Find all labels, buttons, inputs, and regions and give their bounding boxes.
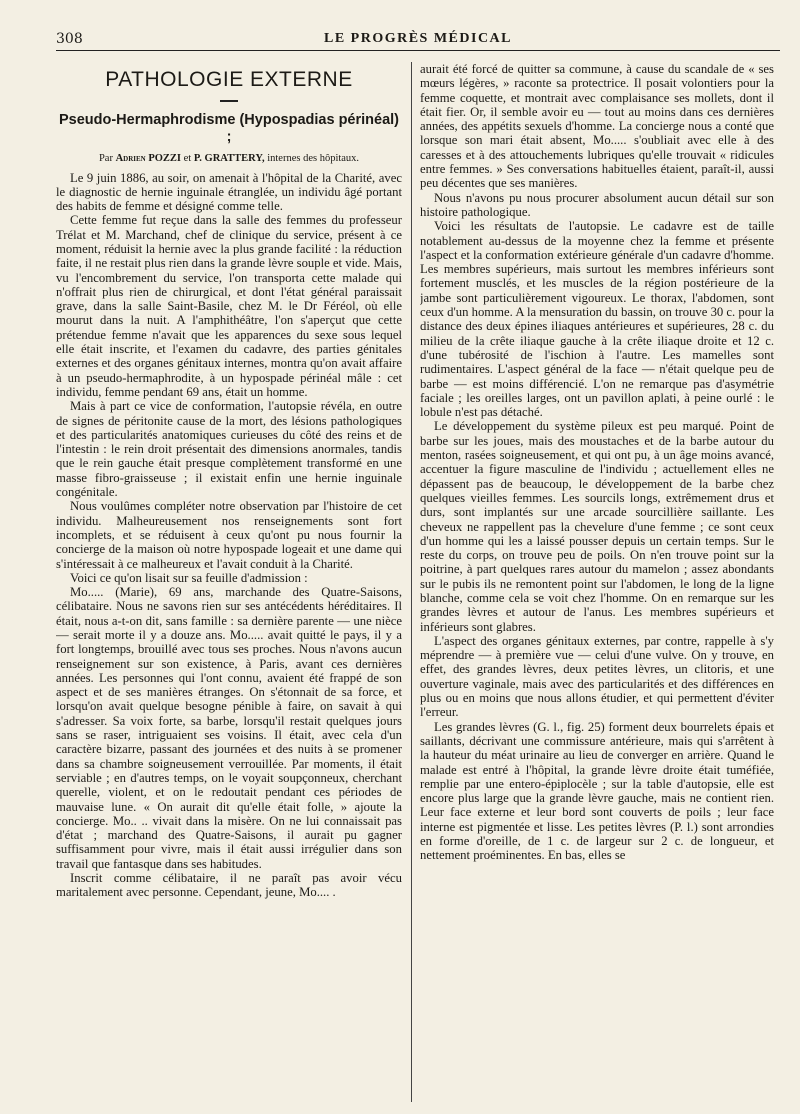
paragraph: Voici ce qu'on lisait sur sa feuille d'admission :	[70, 570, 308, 585]
byline-suffix: internes des hôpitaux.	[267, 152, 360, 164]
byline-prefix: Par	[98, 152, 113, 164]
journal-title: LE PROGRÈS MÉDICAL	[323, 31, 513, 46]
running-header	[56, 28, 780, 51]
left-column	[56, 62, 402, 1102]
paragraph: Le 9 juin 1886, au soir, on amenait à l'hôpital de la Charité, avec le diagnostic de hernie inguinale étranglée, un individu âgé portant des habits de femme et désigné comme telle.	[56, 170, 402, 214]
article-title: Pseudo-Hermaphrodisme (Hypospadias périnéal) ;	[58, 111, 400, 145]
paragraph: Cette femme fut reçue dans la salle des femmes du professeur Trélat et M. Marchand, chef de clinique du service, présent à ce moment, réduisit la hernie avec la plus grande facilité : la réduction faite, il ne restait plus rien dans la grande lèvre souple et vide. Mais, vu l'encombrement du service, l'on transporta cette malade qui n'offrait plus rien de chirurgical, et dont l'état général paraissait grave, dans la salle Saint-Basile, chez M. le Dr Féréol, où elle mourut dans la nuit. A l'amphithéâtre, l'on s'aperçut que cette prétendue femme n'avait que les apparences du sexe sous lequel elle était inscrite, et l'examen du cadavre, des parties génitales externes et des organes génitaux internes, montra qu'on avait affaire à un pseudo-hermaphrodite, à un hypospade périnéal mâle : cet individu, femme pendant 69 ans, était un homme.	[56, 213, 402, 399]
paragraph: Mais à part ce vice de conformation, l'autopsie révéla, en outre de signes de péritonite cause de la mort, des lésions pathologiques et des particularités anatomiques curieuses du côté des reins et de l'intestin : le rein droit présentait des dimensions anormales, tandis que le rein gauche était presque complètement transformé en une masse fibro-graisseuse ; il existait enfin une hernie inguinale congénitale.	[56, 399, 402, 500]
right-column	[420, 62, 774, 1102]
article-byline	[56, 152, 402, 165]
author-2: P. GRATTERY,	[193, 152, 265, 164]
paragraph: Le développement du système pileux est peu marqué. Point de barbe sur les joues, mais des moustaches et de la barbe autour du menton, rasées soigneusement, et qui ont pu, à un âge moins avancé, accentuer la figure masculine de l'individu ; actuellement elles ne dépassent pas de beaucoup, le développement de la barbe chez quelques vieilles femmes. Les sourcils longs, extrêmement drus et durs, sont implantés sur une arcade sourcillière saillante. Les cheveux ne rappellent pas la chevelure d'une femme ; ce sont ceux d'un homme qui les a laissé pousser depuis un certain temps. Sur le reste du corps, on trouve peu de poils. On n'en trouve point sur la poitrine, à part quelques rares autour du mamelon ; assez abondants sur le pubis ils ne remontent point sur l'abdomen, le long de la ligne blanche, comme cela se voit chez l'homme. On en remarque sur les grandes lèvres et autour de l'anus. Les membres supérieurs et inférieurs sont glabres.	[420, 419, 774, 634]
column-divider	[411, 62, 412, 1102]
byline-mid: et	[183, 152, 192, 164]
paragraph: Mo..... (Marie), 69 ans, marchande des Quatre-Saisons, célibataire. Nous ne savons rien sur ses antécédents héréditaires. Il était, nous a-t-on dit, sans famille : sa dernière parente — une nièce — serait morte il y a douze ans. Mo..... avait quitté le pays, il y a fort longtemps, brouillé avec tous ses proches. Nous n'avons aucun renseignement sur son existence, à Paris, avant ces dernières années. Les personnes qui l'ont connu, avaient été frappé de son aspect et de ses manières étranges. On s'étonnait de sa force, et lorsqu'on avait quelque besogne pénible à faire, on savait à qui s'adresser. Sa voix forte, sa barbe, lorsqu'il restait quelques jours sans se raser, intriguaient ses voisins. Il était, avec cela d'un caractère bizarre, passant des journées et des nuits à se promener dans sa chambre soigneusement verrouillée. Par moments, il était serviable ; en d'autres temps, on le voyait soupçonneux, cherchant querelle, violent, et on le redoutait pendant ces périodes de mauvaise lune. « On aurait dit qu'elle était folle, » ajoute la concierge. Mo.. .. vivait dans la misère. On ne lui connaissait pas d'état ; marchand des Quatre-Saisons, il aurait pu gagner suffisamment pour vivre, mais il était aussi irrégulier dans son travail que fantasque dans ses habitudes.	[56, 585, 402, 871]
paragraph: Inscrit comme célibataire, il ne paraît pas avoir vécu maritalement avec personne. Cependant, jeune, Mo.... .	[56, 871, 402, 900]
paragraph: Voici les résultats de l'autopsie. Le cadavre est de taille notablement au-dessus de la moyenne chez la femme et présente l'aspect et la conformation extérieure générale d'un cadavre d'homme. Les membres supérieurs, mais surtout les membres inférieurs sont fortement musclés, et les muscles de la région postérieure de la jambe sont particulièrement vigoureux. Le thorax, l'abdomen, sont ceux d'un homme. A la mensuration du bassin, on trouve 30 c. pour la distance des deux épines iliaques antérieures et supérieures, 28 c. du milieu de la crête iliaque gauche à la crête iliaque droite et 12 c. d'une tubérosité de l'ischion à l'autre. Les mamelles sont rudimentaires. L'aspect général de la face — n'était quelque peu de barbe — est moins différencié. L'on ne remarque pas d'asymétrie faciale ; les oreilles larges, ont un pavillon aplati, à peine ourlé : le lobule n'est pas détaché.	[420, 219, 774, 420]
author-1: Adrien POZZI	[115, 152, 182, 164]
paragraph: Nous n'avons pu nous procurer absolument aucun détail sur son histoire pathologique.	[420, 190, 774, 219]
section-title: PATHOLOGIE EXTERNE	[105, 68, 353, 91]
paragraph: Les grandes lèvres (G. l., fig. 25) forment deux bourrelets épais et saillants, décrivant une commissure antérieure, mais qui s'arrêtent à la hauteur du méat urinaire au lieu de converger en arrière. Quand le malade est entré à l'hôpital, la grande lèvre droite était tuméfiée, remplie par une entero-épiplocèle ; sur la table d'autopsie, elle est encore plus large que la grande lèvre gauche, mais ne contient rien. Leur face externe et leur bord sont couverts de poils ; leur face interne est pigmentée et lisse. Les petites lèvres (P. l.) sont arrondies en forme d'oreille, de 1 c. de largeur sur 2 c. de longueur, et nettement proéminentes. En bas, elles se	[420, 719, 774, 863]
paragraph: L'aspect des organes génitaux externes, par contre, rappelle à s'y méprendre — à première vue — celui d'une vulve. On y trouve, en effet, des grandes lèvres, deux petites lèvres, un clitoris, et une ouverture vaginale, mais avec des particularités et des différences en plus ou en moins que nous allons étudier, et qui permettent d'éviter l'erreur.	[420, 633, 774, 720]
page-number: 308	[56, 31, 83, 47]
journal-page	[56, 28, 780, 1104]
title-divider	[220, 100, 238, 102]
paragraph: Nous voulûmes compléter notre observation par l'histoire de cet individu. Malheureusement nos renseignements sont fort incomplets, et se réduisent à ceux qu'ont pu nous fournir la concierge de la maison où notre hypospade logeait et une dame qui s'intéressait à ce malheureux et l'avait conduit à la Charité.	[56, 499, 402, 571]
paragraph: aurait été forcé de quitter sa commune, à cause du scandale de « ses mœurs légères, » raconte sa protectrice. Il posait volontiers pour la femme coquette, et montrait avec complaisance ses mollets, dont il était fier. Or, il semble avoir eu — tout au moins dans ces dernières années, des appétits sexuels d'homme. La concierge nous a conté que lorsque son mari était absent, Mo..... s'oubliait avec elle à des caresses et à des attouchements lubriques qu'elle trouvait « ridicules entre femmes. » Ses conversations habituelles étaient, paraît-il, aussi peu décentes que ses manières.	[420, 62, 774, 191]
